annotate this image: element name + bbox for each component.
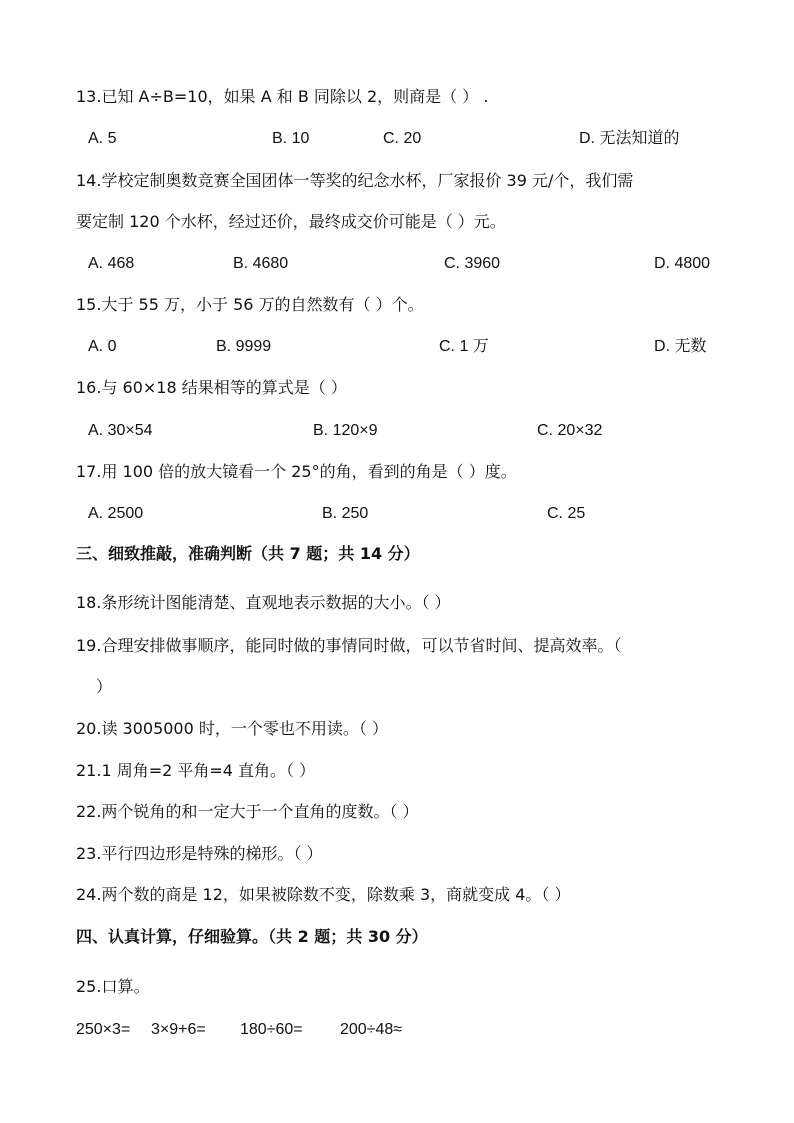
q16-option-a: A. 30×54 (88, 422, 153, 439)
q13-option-a: A. 5 (88, 130, 117, 147)
section-3-title: 三、细致推敲，准确判断（共 7 题；共 14 分） (76, 544, 420, 563)
q13-option-c: C. 20 (383, 130, 422, 147)
question-14-line-2: 要定制 120 个水杯，经过还价，最终成交价可能是（ ）元。 (76, 212, 506, 231)
question-15: 15.大于 55 万，小于 56 万的自然数有（ ）个。 (76, 295, 424, 314)
question-22: 22.两个锐角的和一定大于一个直角的度数。（ ） (76, 802, 419, 821)
q17-option-a: A. 2500 (88, 505, 144, 522)
question-18: 18.条形统计图能清楚、直观地表示数据的大小。（ ） (76, 593, 451, 612)
q14-option-d: D. 4800 (654, 255, 711, 272)
question-23: 23.平行四边形是特殊的梯形。（ ） (76, 844, 323, 863)
question-20: 20.读 3005000 时，一个零也不用读。（ ） (76, 719, 388, 738)
q14-option-b: B. 4680 (233, 255, 289, 272)
question-13: 13.已知 A÷B=10，如果 A 和 B 同除以 2，则商是（ ） . (76, 87, 489, 106)
q16-option-b: B. 120×9 (313, 422, 378, 439)
question-24: 24.两个数的商是 12，如果被除数不变，除数乘 3，商就变成 4。（ ） (76, 885, 571, 904)
question-14-line-1: 14.学校定制奥数竞赛全国团体一等奖的纪念水杯，厂家报价 39 元/个，我们需 (76, 171, 634, 190)
q17-option-b: B. 250 (322, 505, 369, 522)
question-17: 17.用 100 倍的放大镜看一个 25°的角，看到的角是（ ）度。 (76, 462, 517, 481)
calc-item-2: 3×9+6= (151, 1021, 206, 1038)
q13-option-d: D. 无法知道的 (579, 130, 680, 147)
calc-item-1: 250×3= (76, 1021, 131, 1038)
q15-option-a: A. 0 (88, 338, 117, 355)
calc-item-4: 200÷48≈ (340, 1021, 403, 1038)
question-19-line-2: ） (96, 677, 113, 696)
q17-option-c: C. 25 (547, 505, 586, 522)
q14-option-a: A. 468 (88, 255, 135, 272)
calc-item-3: 180÷60= (240, 1021, 303, 1038)
q15-option-d: D. 无数 (654, 338, 707, 355)
question-19-line-1: 19.合理安排做事顺序，能同时做的事情同时做，可以节省时间、提高效率。（ (76, 636, 622, 655)
q14-option-c: C. 3960 (444, 255, 501, 272)
question-25-title: 25.口算。 (76, 977, 150, 996)
q15-option-b: B. 9999 (216, 338, 272, 355)
q13-option-b: B. 10 (272, 130, 310, 147)
section-4-title: 四、认真计算，仔细验算。（共 2 题；共 30 分） (76, 927, 428, 946)
question-16: 16.与 60×18 结果相等的算式是（ ） (76, 378, 347, 397)
q16-option-c: C. 20×32 (537, 422, 603, 439)
question-21: 21.1 周角=2 平角=4 直角。（ ） (76, 761, 316, 780)
q15-option-c: C. 1 万 (439, 338, 489, 355)
